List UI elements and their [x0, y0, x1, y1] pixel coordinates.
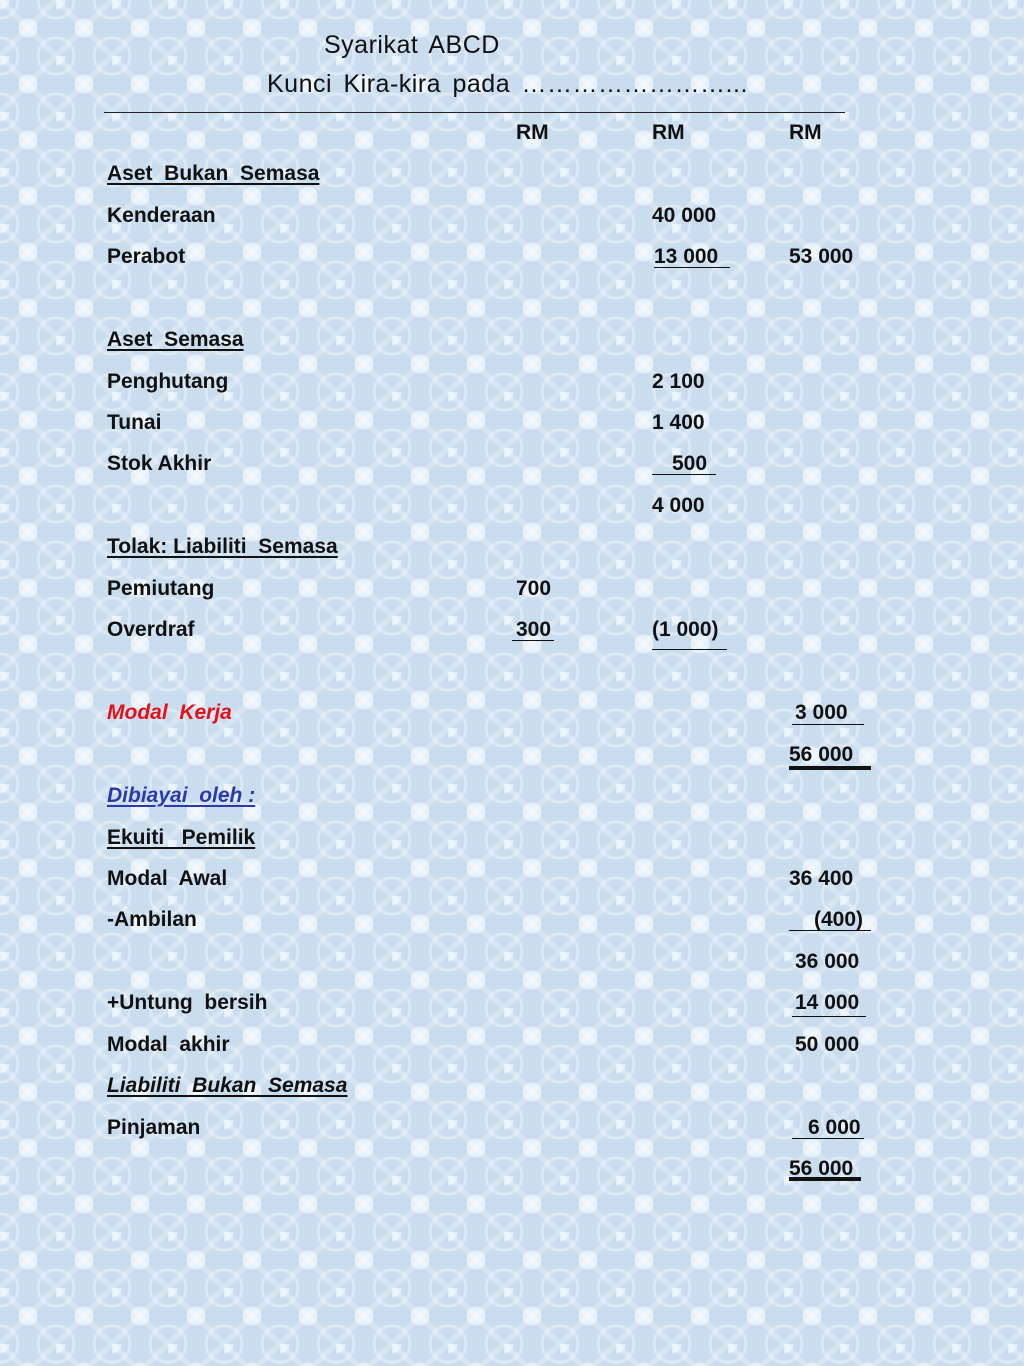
row-value-untung-bersih: 14 000	[795, 991, 860, 1014]
company-name: Syarikat ABCD	[324, 31, 500, 59]
underline-liabiliti-semasa	[652, 649, 727, 650]
row-value-pinjaman: 6 000	[808, 1116, 861, 1139]
row-value-pemiutang: 700	[516, 577, 552, 600]
row-label-overdraf: Overdraf	[107, 618, 195, 641]
section-tolak-liabiliti-semasa: Tolak: Liabiliti Semasa	[107, 535, 338, 558]
underline-pinjaman	[792, 1138, 864, 1139]
section-aset-bukan-semasa: Aset Bukan Semasa	[107, 162, 320, 185]
row-value-penghutang: 2 100	[652, 370, 705, 393]
underline-untung-bersih	[792, 1016, 866, 1017]
row-value-perabot: 13 000	[654, 245, 719, 268]
row-total-aset-semasa: 4 000	[652, 494, 705, 517]
section-liabiliti-bukan-semasa: Liabiliti Bukan Semasa	[107, 1074, 348, 1097]
double-underline-aset-bersih	[789, 766, 871, 770]
row-total-dibiayai: 56 000	[789, 1157, 854, 1180]
row-label-kenderaan: Kenderaan	[107, 204, 216, 227]
row-total-aset-bukan-semasa: 53 000	[789, 245, 854, 268]
underline-overdraf	[512, 640, 554, 641]
row-total-aset-bersih: 56 000	[789, 743, 854, 766]
column-header-rm-3: RM	[789, 121, 822, 144]
row-label-stok-akhir: Stok Akhir	[107, 452, 212, 475]
row-label-pemiutang: Pemiutang	[107, 577, 215, 600]
header-divider	[104, 112, 845, 113]
row-label-pinjaman: Pinjaman	[107, 1116, 201, 1139]
section-aset-semasa: Aset Semasa	[107, 328, 244, 351]
row-label-penghutang: Penghutang	[107, 370, 229, 393]
row-value-stok-akhir: 500	[672, 452, 708, 475]
underline-stok-akhir	[652, 474, 716, 475]
row-value-tunai: 1 400	[652, 411, 705, 434]
row-value-subtotal-modal: 36 000	[795, 950, 860, 973]
row-label-modal-awal: Modal Awal	[107, 867, 228, 890]
row-label-modal-akhir: Modal akhir	[107, 1033, 230, 1056]
underline-perabot	[654, 267, 730, 268]
column-header-rm-2: RM	[652, 121, 685, 144]
underline-ambilan	[789, 930, 871, 931]
column-header-rm-1: RM	[516, 121, 549, 144]
statement-title: Kunci Kira-kira pada ……………………...	[267, 70, 748, 98]
row-value-kenderaan: 40 000	[652, 204, 717, 227]
row-label-tunai: Tunai	[107, 411, 162, 434]
double-underline-dibiayai	[789, 1177, 861, 1181]
row-total-liabiliti-semasa: (1 000)	[652, 618, 719, 641]
row-label-ambilan: -Ambilan	[107, 908, 197, 931]
row-label-perabot: Perabot	[107, 245, 186, 268]
row-label-untung-bersih: +Untung bersih	[107, 991, 268, 1014]
row-label-modal-kerja: Modal Kerja	[107, 701, 232, 724]
row-value-modal-akhir: 50 000	[795, 1033, 860, 1056]
row-value-ambilan: (400)	[814, 908, 864, 931]
row-value-overdraf: 300	[516, 618, 552, 641]
underline-modal-kerja	[792, 724, 864, 725]
section-ekuiti-pemilik: Ekuiti Pemilik	[107, 826, 256, 849]
row-value-modal-kerja: 3 000	[795, 701, 848, 724]
section-dibiayai-oleh: Dibiayai oleh :	[107, 784, 256, 807]
row-value-modal-awal: 36 400	[789, 867, 854, 890]
